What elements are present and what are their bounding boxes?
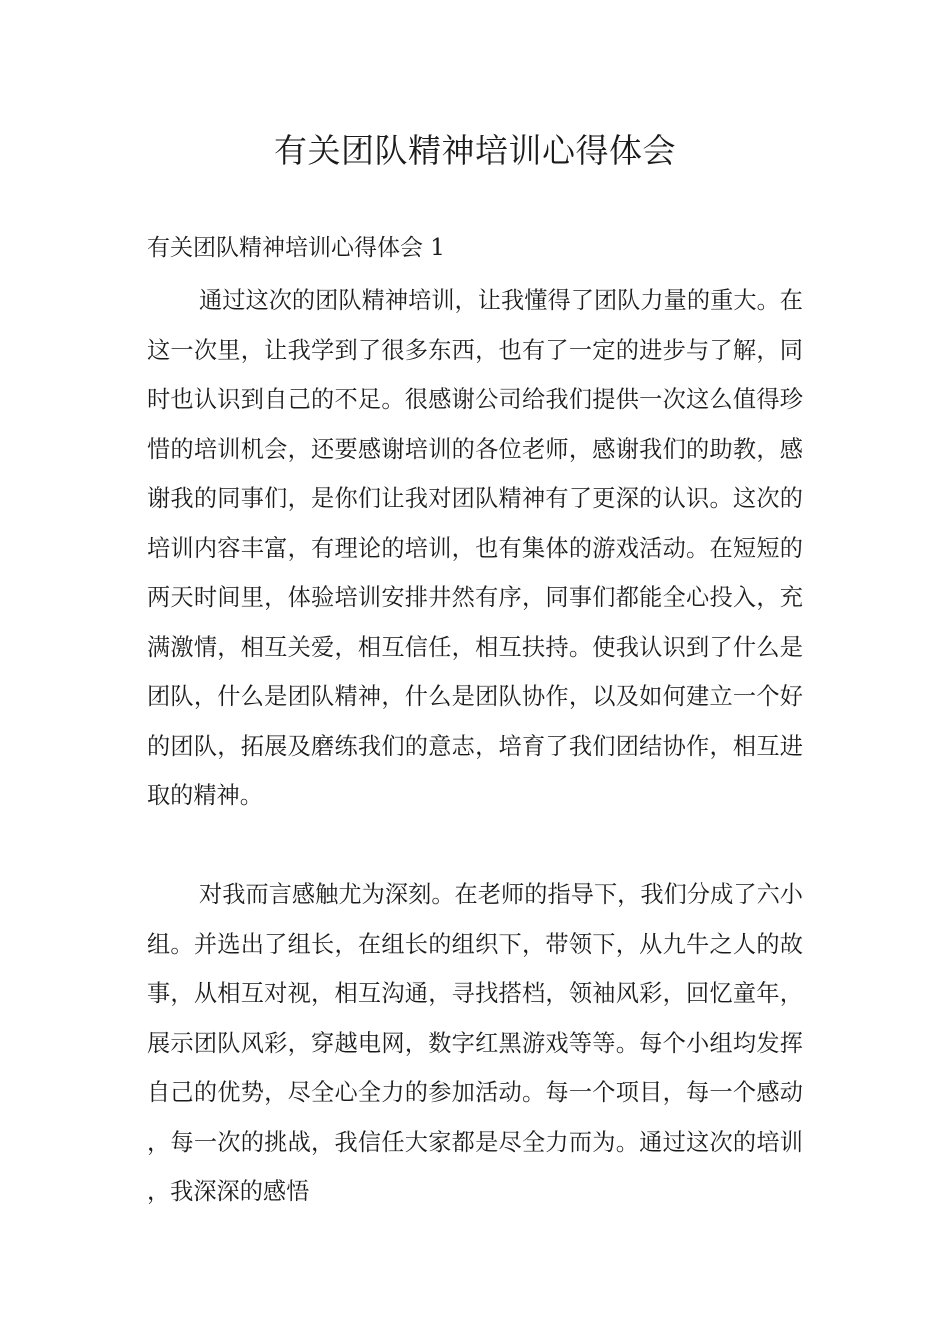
section-heading: 有关团队精神培训心得体会 1 <box>147 235 445 261</box>
paragraph: 对我而言感触尤为深刻。在老师的指导下，我们分成了六小组。并选出了组长，在组长的组织下，带领下，从九牛之人的故事，从相互对视，相互沟通，寻找搭档，领袖风彩，回忆童年，展示团队风彩，穿越电网，数字红黑游戏等等。每个小组均发挥自己的优势，尽全心全力的参加活动。每一个项目，每一个感动，每一次的挑战，我信任大家都是尽全力而为。通过这次的培训，我深深的感悟 <box>147 881 803 1205</box>
document-title: 有关团队精神培训心得体会 <box>274 131 676 170</box>
paragraph: 通过这次的团队精神培训，让我懂得了团队力量的重大。在这一次里，让我学到了很多东西，也有了一定的进步与了解，同时也认识到自己的不足。很感谢公司给我们提供一次这么值得珍惜的培训机会，还要感谢培训的各位老师，感谢我们的助教，感谢我的同事们，是你们让我对团队精神有了更深的认识。这次的培训内容丰富，有理论的培训，也有集体的游戏活动。在短短的两天时间里，体验培训安排井然有序，同事们都能全心投入，充满激情，相互关爱，相互信任，相互扶持。使我认识到了什么是团队，什么是团队精神，什么是团队协作，以及如何建立一个好的团队，拓展及磨练我们的意志，培育了我们团结协作，相互进取的精神。 <box>147 287 803 809</box>
